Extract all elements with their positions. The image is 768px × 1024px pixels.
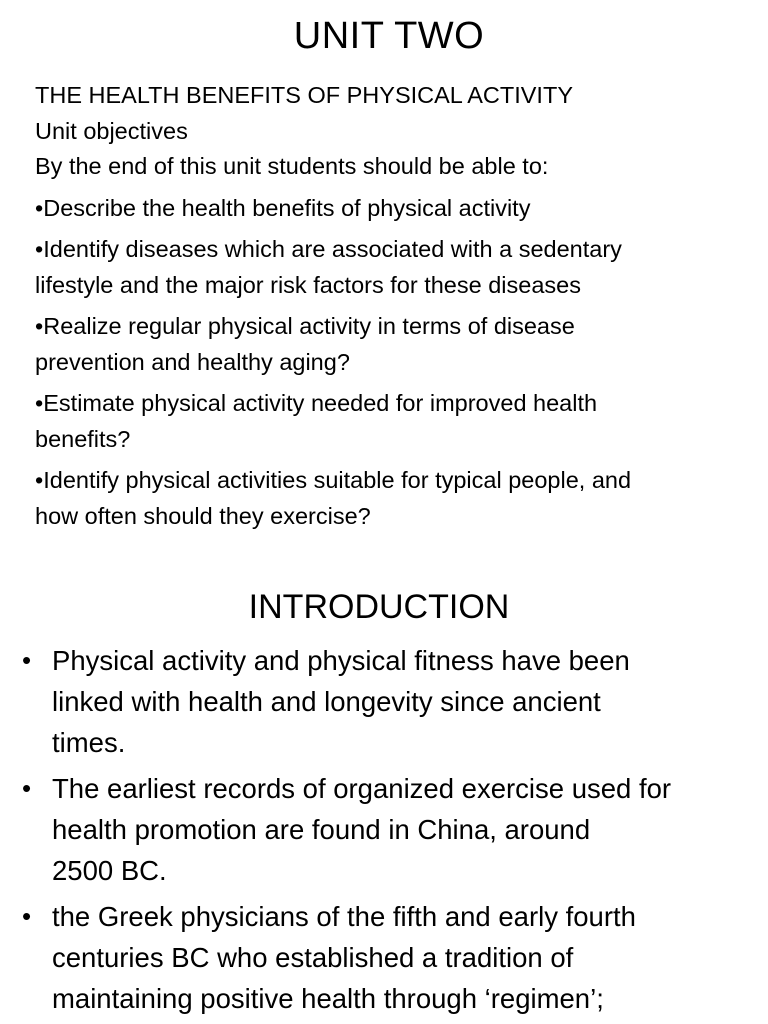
objective-item: •Estimate physical activity needed for improved health benefits? bbox=[35, 390, 598, 452]
objective-item: •Realize regular physical activity in terms of disease prevention and healthy aging? bbox=[35, 313, 575, 375]
bullet-marker: • bbox=[22, 773, 32, 803]
slide-title: UNIT TWO bbox=[293, 15, 485, 57]
bullet-marker: • bbox=[35, 194, 44, 221]
bullet-marker: • bbox=[35, 313, 44, 339]
list-item: • The earliest records of organized exercise used for health promotion are found in China, around 2500 BC. bbox=[0, 768, 768, 891]
objective-item: •Identify diseases which are associated with a sedentary lifestyle and the major risk factors for these diseases bbox=[35, 236, 622, 298]
objectives-label: Unit objectives bbox=[35, 117, 188, 144]
intro-bullet-list bbox=[0, 640, 768, 1024]
objective-item: •Identify physical activities suitable for typical people, and how often should they exercise? bbox=[35, 467, 632, 529]
objectives-intro: By the end of this unit students should be able to: bbox=[35, 153, 549, 179]
bullet-marker: • bbox=[35, 390, 44, 416]
section-heading: THE HEALTH BENEFITS OF PHYSICAL ACTIVITY bbox=[35, 82, 573, 108]
bullet-marker: • bbox=[22, 901, 32, 931]
slide-introduction bbox=[0, 580, 768, 1024]
bullet-marker: • bbox=[35, 467, 44, 493]
bullet-marker: • bbox=[35, 236, 44, 262]
slide-title: INTRODUCTION bbox=[248, 588, 510, 626]
bullet-marker: • bbox=[22, 645, 32, 675]
objective-item: •Describe the health benefits of physical activity bbox=[35, 194, 531, 221]
list-item: • Physical activity and physical fitness have been linked with health and longevity since ancient times. bbox=[0, 640, 768, 763]
list-item: • the Greek physicians of the fifth and early fourth centuries BC who established a tradition of maintaining positive health through ‘regimen’; bbox=[0, 896, 768, 1019]
objectives-block bbox=[35, 78, 755, 540]
